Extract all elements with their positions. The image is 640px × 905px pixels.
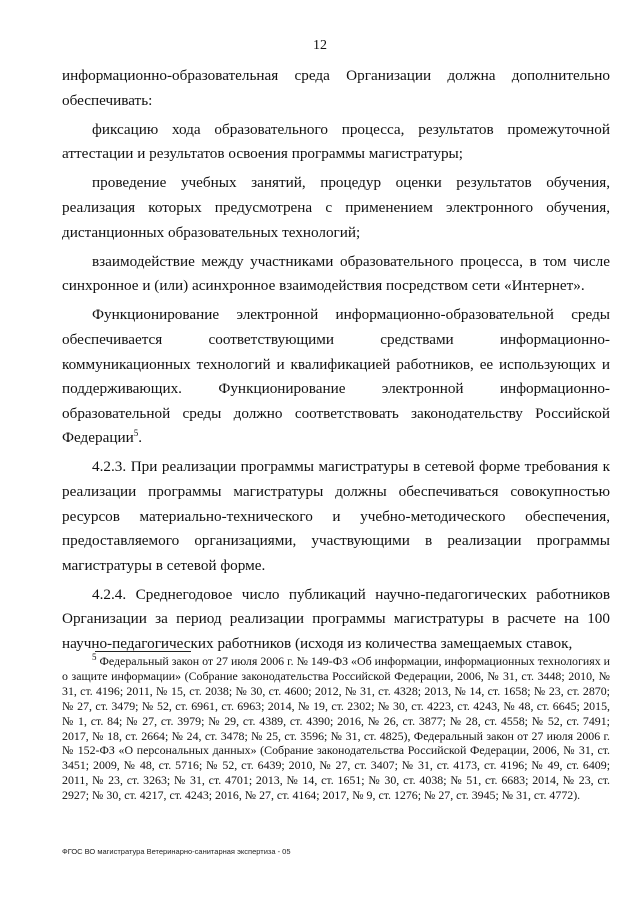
paragraph-list-item-2: проведение учебных занятий, процедур оценки результатов обучения, реализация которых предусмотрена с применением электронного обучения, дистанционных образовательных технологий;: [62, 174, 610, 241]
footnote-marker: 5: [92, 652, 97, 663]
footnote: [62, 654, 610, 803]
footnote-reference[interactable]: 5: [133, 428, 139, 439]
paragraph-4-2-3: 4.2.3. При реализации программы магистратуры в сетевой форме требования к реализации программы магистратуры должны обеспечиваться совокупностью ресурсов материально-технического и учебно-методического обеспечения, предоставляемого организациями, участвующими в реализации программы магистратуры в сетевой форме.: [62, 458, 610, 574]
main-text: [62, 64, 610, 661]
footnote-text: Федеральный закон от 27 июля 2006 г. № 149-ФЗ «Об информации, информационных технологиях и о защите информации» (Собрание законодательства Российской Федерации, 2006, № 31, ст. 3448; 2010, № 31, ст. 4196; 2011, № 15, ст. 2038; № 30, ст. 4600; 2012, № 31, ст. 4328; 2013, № 14, ст. 1658; № 23, ст. 2870; № 27, ст. 3479; № 52, ст. 6961, ст. 6963; 2014, № 19, ст. 2302; № 30, ст. 4223, ст. 4243, № 48, ст. 6645; 2015, № 1, ст. 84; № 27, ст. 3979; № 29, ст. 4389, ст. 4390; 2016, № 26, ст. 3877; № 28, ст. 4558; № 52, ст. 7491; 2017, № 18, ст. 2664; № 24, ст. 3478; № 25, ст. 3596; № 31, ст. 4825), Федеральный закон от 27 июля 2006 г. № 152-ФЗ «О персональных данных» (Собрание законодательства Российской Федерации, 2006, № 31, ст. 3451; 2009, № 48, ст. 5716; № 52, ст. 6439; 2010, № 27, ст. 3407; № 31, ст. 4173, ст. 4196; № 49, ст. 6409; 2011, № 23, ст. 3263; № 31, ст. 4701; 2013, № 14, ст. 1651; № 30, ст. 4038; № 51, ст. 6683; 2014, № 23, ст. 2927; № 30, ст. 4217, ст. 4243; 2016, № 27, ст. 4164; 2017, № 9, ст. 1276; № 27, ст. 3945; № 31, ст. 4772).: [62, 654, 610, 803]
paragraph-intro: информационно-образовательная среда Организации должна дополнительно обеспечивать:: [62, 67, 610, 109]
paragraph-4-2-4: 4.2.4. Среднегодовое число публикаций научно-педагогических работников Организации за период реализации программы магистратуры в расчете на 100 научно-педагогических работников (исходя из количества замещаемых ставок,: [62, 585, 610, 653]
page-footer: ФГОС ВО магистратура Ветеринарно-санитарная экспертиза - 05: [62, 847, 291, 856]
footnote-paragraph: [62, 654, 610, 803]
paragraph-functioning-text: Функционирование электронной информационно-образовательной среды обеспечивается соответствующими средствами информационно-коммуникационных технологий и квалификацией работников, ее использующих и поддерживающих. Функционирование электронной информационно-образовательной среды должно соответствовать законодательству Российской Федерации: [62, 306, 610, 447]
paragraph-list-item-3: взаимодействие между участниками образовательного процесса, в том числе синхронное и (или) асинхронное взаимодействия посредством сети «Интернет».: [62, 252, 610, 295]
footnote-divider: [95, 651, 191, 652]
footnote-reference-suffix: .: [138, 429, 143, 447]
paragraph-list-item-1: фиксацию хода образовательного процесса, результатов промежуточной аттестации и результатов освоения программы магистратуры;: [62, 120, 610, 163]
paragraph-functioning: [62, 303, 610, 451]
page-number: 12: [313, 38, 327, 53]
